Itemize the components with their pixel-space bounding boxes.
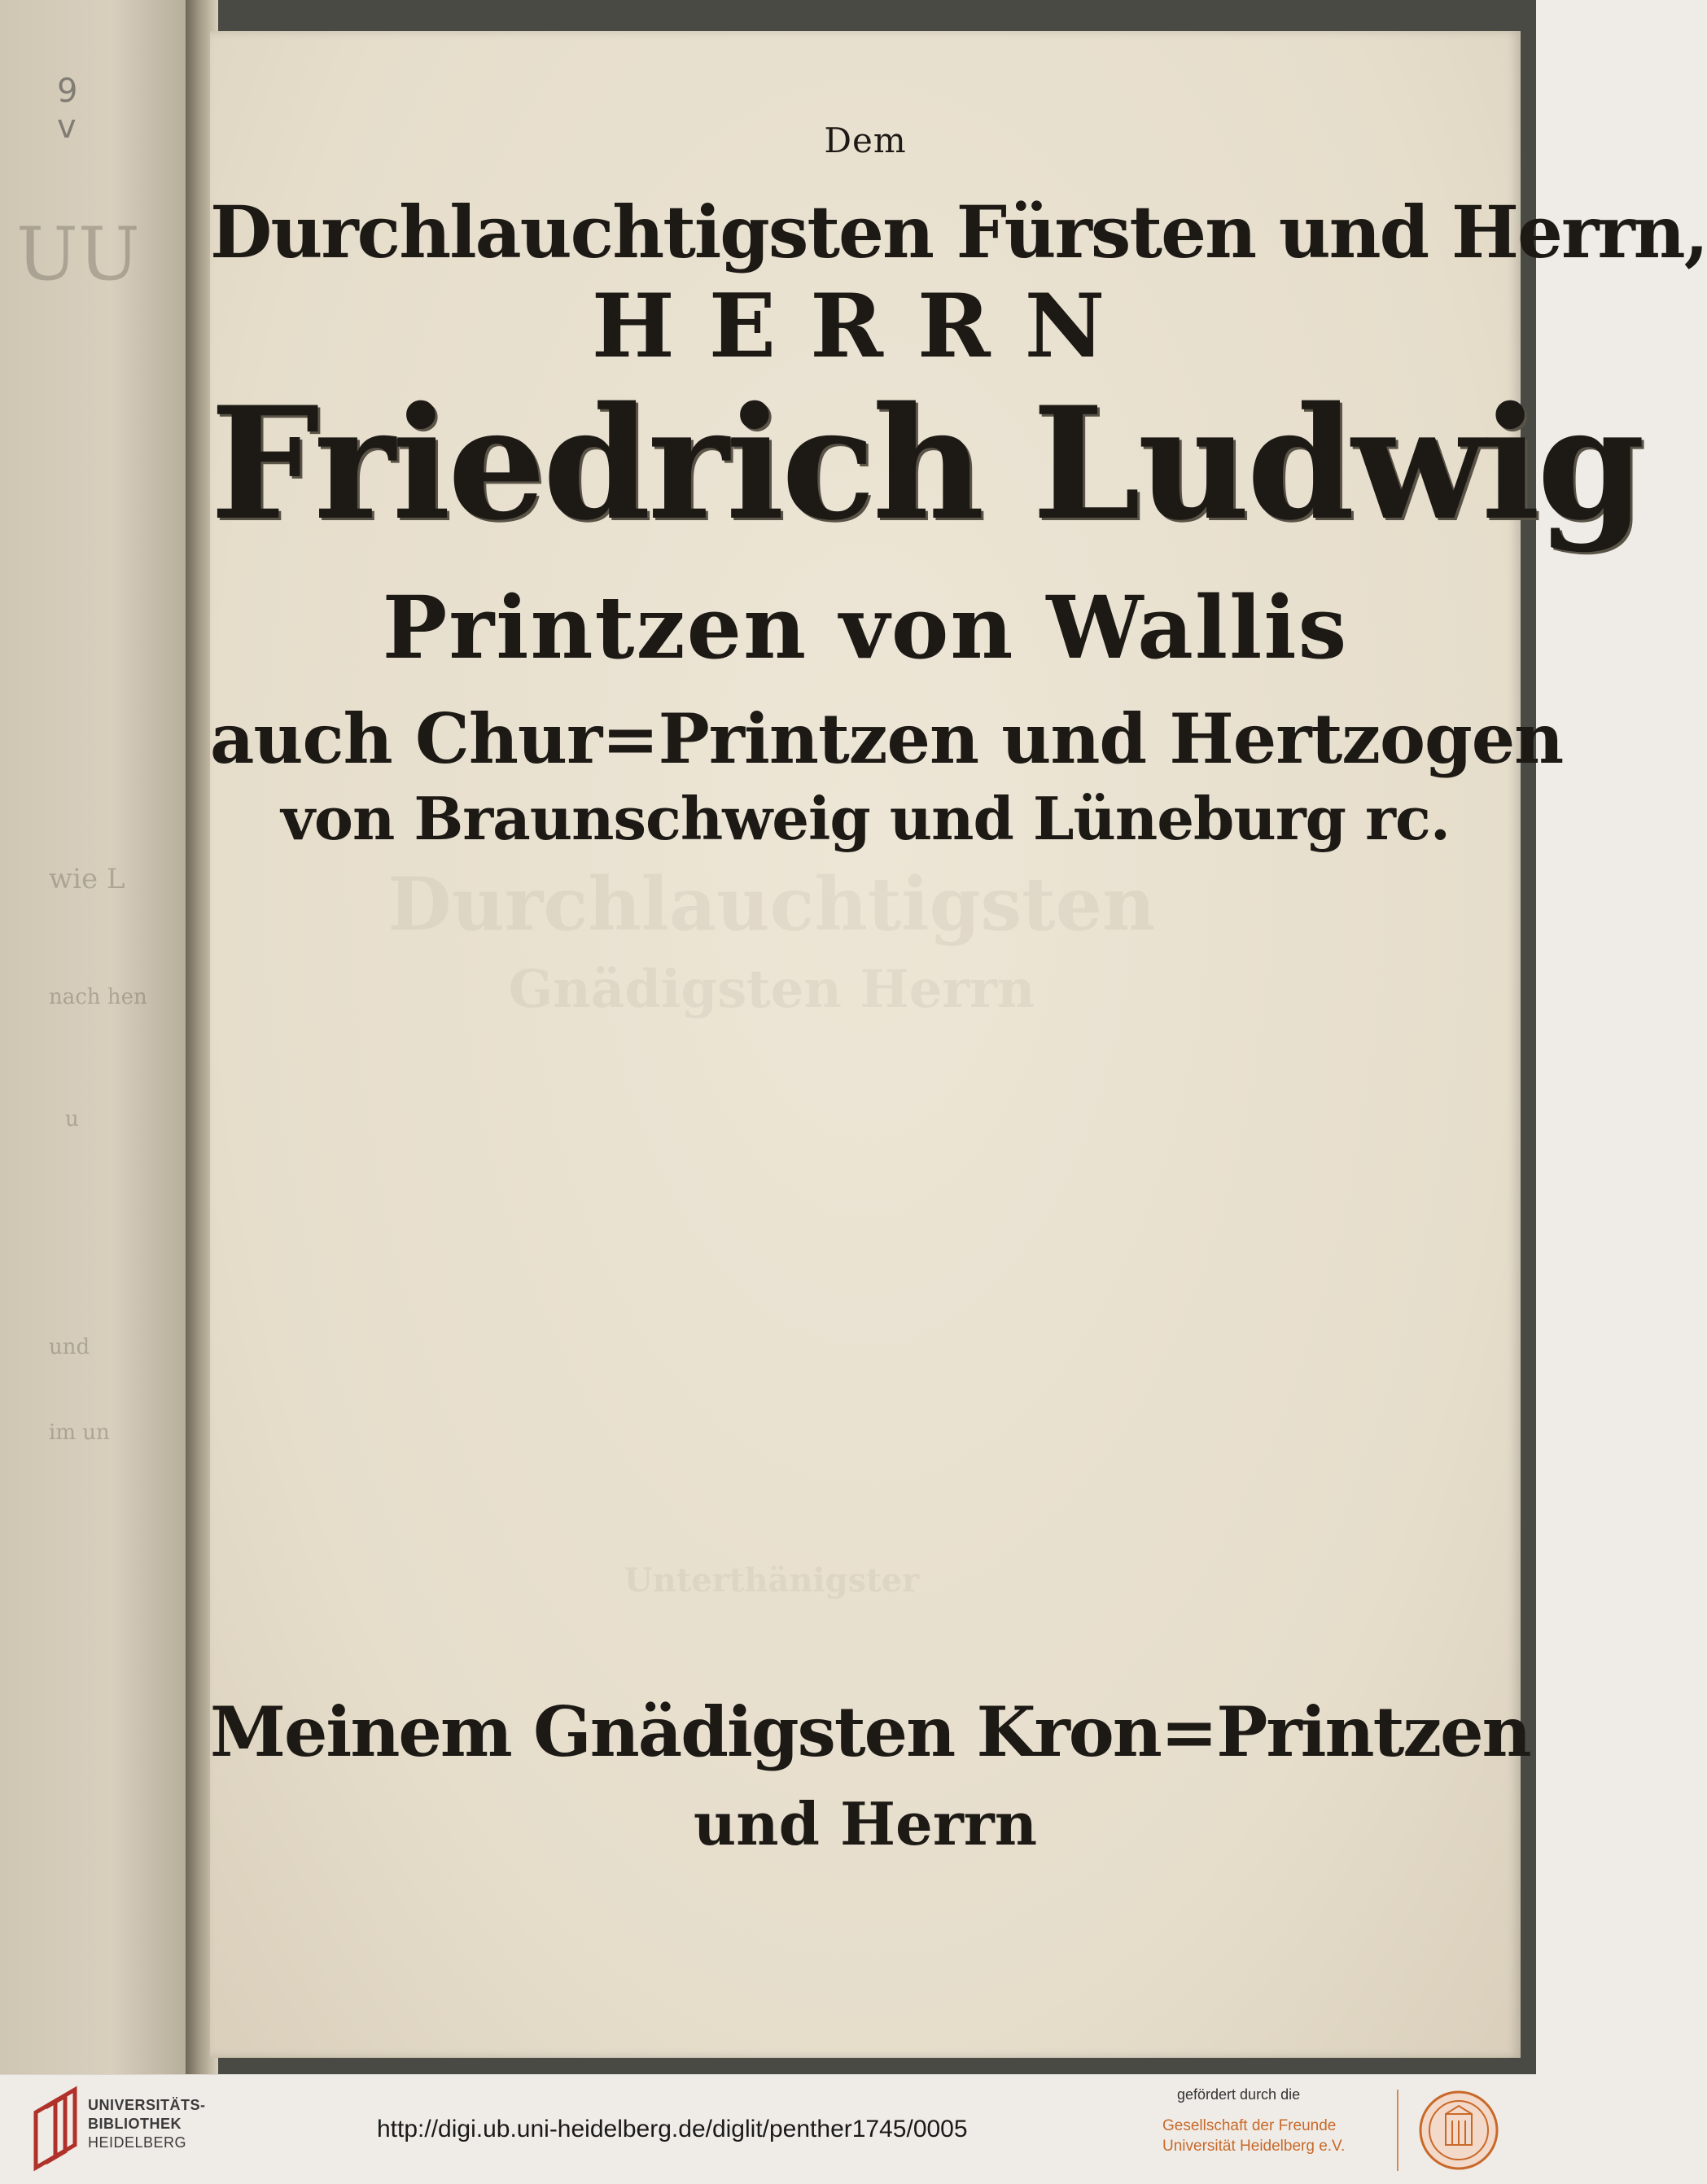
- dedication-auch: auch Chur=Printzen und Hertzogen: [210, 698, 1564, 779]
- closing-meinem: Meinem Gnädigsten Kron=Printzen: [210, 1692, 1530, 1772]
- ghost-text: wie L: [49, 863, 125, 895]
- ghost-text: im un: [49, 1420, 110, 1445]
- previous-page-edge: [0, 0, 186, 2074]
- sponsor-divider: [1397, 2090, 1398, 2171]
- sponsor-name[interactable]: [1162, 2116, 1345, 2156]
- sponsor-label: gefördert durch die: [1177, 2086, 1301, 2103]
- sponsor-name-line: Gesellschaft der Freunde: [1162, 2117, 1337, 2134]
- library-name-line: UNIVERSITÄTS-: [88, 2097, 206, 2113]
- dedication-herrn: HERRN: [591, 275, 1140, 378]
- pencil-mark: 9 v: [57, 72, 78, 146]
- dedication-von: von Braunschweig und Lüneburg rc.: [281, 784, 1450, 853]
- library-name[interactable]: [88, 2096, 206, 2152]
- university-seal-icon[interactable]: [1418, 2090, 1499, 2171]
- sponsor-name-line: Universität Heidelberg e.V.: [1162, 2138, 1346, 2155]
- book-page: [210, 31, 1707, 2058]
- ghost-text: UU: [16, 212, 140, 297]
- bleed-through-text: Gnädigsten Herrn: [508, 959, 1035, 1020]
- bleed-through-text: Durchlauchtigsten: [387, 861, 1156, 948]
- library-name-line: BIBLIOTHEK: [88, 2116, 182, 2132]
- footer-bar: [0, 2074, 1536, 2184]
- ghost-text: nach hen: [49, 985, 147, 1009]
- library-name-line: HEIDELBERG: [88, 2134, 187, 2151]
- ghost-text: und: [49, 1335, 90, 1359]
- bleed-through-text: Unterthänigster: [624, 1561, 920, 1600]
- closing-und-herrn: und Herrn: [693, 1789, 1038, 1858]
- ghost-text: u: [65, 1107, 79, 1131]
- dedication-printzen: Printzen von Wallis: [382, 576, 1349, 678]
- dedication-dem: Dem: [824, 120, 907, 160]
- dedication-durchlauchtigsten: Durchlauchtigsten Fürsten und Herrn,: [210, 190, 1707, 274]
- dedication-name: Friedrich Ludwig: [210, 373, 1642, 554]
- permalink-url[interactable]: http://digi.ub.uni-heidelberg.de/diglit/penther1745/0005: [377, 2116, 968, 2142]
- university-library-logo-icon[interactable]: [31, 2090, 80, 2168]
